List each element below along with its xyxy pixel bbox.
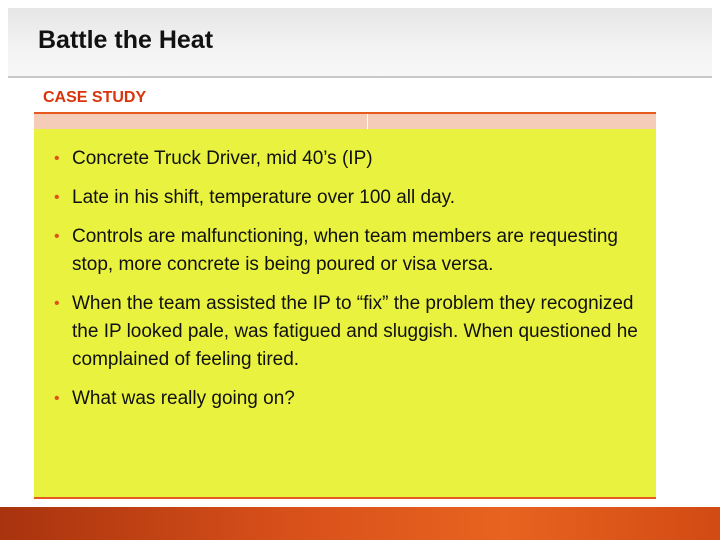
bottom-rule bbox=[34, 497, 656, 499]
bullet-icon: • bbox=[54, 390, 60, 407]
bullet-icon: • bbox=[54, 228, 60, 245]
list-item bbox=[54, 290, 644, 374]
column-divider bbox=[367, 114, 368, 129]
content-box bbox=[34, 129, 656, 497]
list-item bbox=[54, 184, 644, 212]
list-item bbox=[54, 385, 644, 413]
bullet-text: When the team assisted the IP to “fix” the problem they recognized the IP looked pale, was fatigued and sluggish. When questioned he complained of feeling tired. bbox=[72, 293, 638, 370]
bullet-icon: • bbox=[54, 150, 60, 167]
bullet-text: Concrete Truck Driver, mid 40’s (IP) bbox=[72, 148, 373, 169]
slide-title: Battle the Heat bbox=[38, 26, 214, 54]
footer-band bbox=[0, 507, 720, 540]
section-label: CASE STUDY bbox=[43, 89, 147, 106]
list-item bbox=[54, 223, 644, 279]
list-item bbox=[54, 145, 644, 173]
bullet-text: Controls are malfunctioning, when team members are requesting stop, more concrete is being poured or visa versa. bbox=[72, 226, 618, 275]
bullet-icon: • bbox=[54, 295, 60, 312]
bullet-icon: • bbox=[54, 189, 60, 206]
table-header-band bbox=[34, 114, 656, 129]
bullet-text: Late in his shift, temperature over 100 all day. bbox=[72, 187, 456, 208]
title-bar bbox=[8, 8, 712, 78]
bullet-list bbox=[54, 145, 644, 424]
bullet-text: What was really going on? bbox=[72, 388, 295, 409]
